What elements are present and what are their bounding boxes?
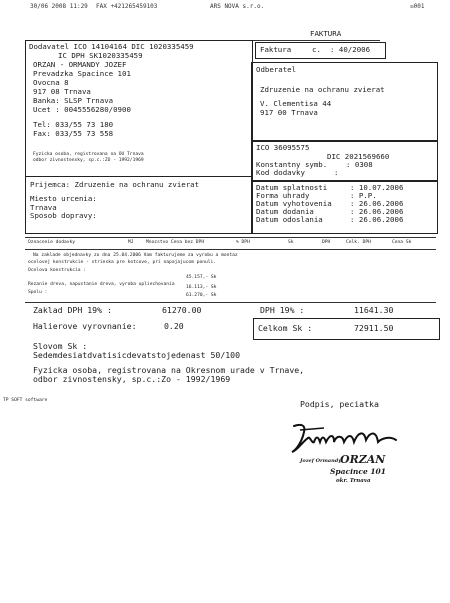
- items-top-rule: [25, 237, 436, 238]
- vat-value: 11641.30: [354, 305, 394, 315]
- delivery-code-label: Kod dodavky: [256, 168, 305, 177]
- items-col-header: DPH: [322, 240, 331, 245]
- stamp-address: Spacince 101: [330, 467, 386, 476]
- total-value: 72911.50: [354, 323, 394, 333]
- stamp-name: Jozef Ormandy: [300, 458, 342, 464]
- words-value: Sedemdesiatdvatisicdevatstojedenast 50/100: [33, 350, 241, 360]
- vat-label: DPH 19% :: [260, 305, 305, 315]
- supplier-city: 917 08 Trnava: [33, 87, 91, 96]
- date-label: Datum splatnosti: [256, 183, 328, 192]
- buyer-name: Zdruzenie na ochranu zvierat: [260, 85, 385, 94]
- items-col-header: Oznacenie dodavky: [28, 240, 76, 245]
- date-value: : 26.06.2006: [350, 207, 404, 216]
- date-label: Datum dodania: [256, 207, 314, 216]
- fax-number: FAX +421265459103: [96, 3, 158, 10]
- supplier-street1: Prevadzka Spacince 101: [33, 69, 131, 78]
- date-value: : 10.07.2006: [350, 183, 404, 192]
- buyer-dic: DIC 2021569660: [327, 152, 390, 161]
- items-header-rule: [25, 249, 436, 250]
- fax-datetime: 30/06 2008 11:29: [30, 3, 88, 10]
- const-symbol-value: : 0308: [346, 160, 373, 169]
- supplier-note2: odbor zivnostensky, sp.c.:ZO - 1992/1969: [33, 158, 144, 163]
- destination-value: Trnava: [30, 203, 57, 212]
- item-row-label: Rezanie dreva, napustanie dreva, vyroba upliechovania: [28, 282, 175, 287]
- item-row-label: Ocelova konstrukcia :: [28, 268, 87, 273]
- signature-label: Podpis, peciatka: [300, 399, 379, 409]
- stamp-company: ORZAN: [340, 453, 386, 466]
- buyer-street: V. Clementisa 44: [260, 99, 332, 108]
- items-col-header: MJ: [128, 240, 134, 245]
- supplier-account: Ucet : 0045556280/0900: [33, 105, 131, 114]
- total-label: Celkom Sk :: [258, 323, 313, 333]
- supplier-bank: Banka: SLSP Trnava: [33, 96, 114, 105]
- supplier-tel: Tel: 033/55 73 180: [33, 120, 114, 129]
- registration-line2: odbor zivnostensky, sp.c.:Zo - 1992/1969: [33, 374, 231, 384]
- item-row-value: 16.113,- Sk: [186, 285, 217, 290]
- supplier-vat-id: IC DPH SK1020335459: [58, 51, 143, 60]
- items-col-header: % DPH: [236, 240, 250, 245]
- item-row-value: 61.270,- Sk: [186, 293, 217, 298]
- invoice-number: : 40/2006: [330, 45, 371, 54]
- supplier-ids: Dodavatel ICO 14104164 DIC 1020335459: [29, 42, 194, 51]
- transport-label: Sposob dopravy:: [30, 211, 97, 220]
- document-title: FAKTURA: [310, 29, 342, 38]
- fax-page: ☒001: [410, 3, 425, 10]
- buyer-city: 917 00 Trnava: [260, 108, 318, 117]
- delivery-code-value: :: [334, 168, 339, 177]
- words-label: Slovom Sk :: [33, 341, 88, 351]
- supplier-fax: Fax: 033/55 73 558: [33, 129, 114, 138]
- date-value: : 26.06.2006: [350, 215, 404, 224]
- rounding-value: 0.20: [164, 321, 184, 331]
- date-label: Datum vyhotovenia: [256, 199, 332, 208]
- vat-base-value: 61270.00: [162, 305, 202, 315]
- registration-line1: Fyzicka osoba, registrovana na Okresnom urade v Trnave,: [33, 365, 305, 375]
- item-row-value: 45.157,- Sk: [186, 275, 217, 280]
- items-description-line2: ocelovej konstrukcie - strieska pre kotcove, pri napajajucom ponuli.: [28, 260, 217, 265]
- fax-sender: ARS NOVA s.r.o.: [210, 3, 265, 10]
- supplier-name: ORZAN - ORMANDY JOZEF: [33, 60, 127, 69]
- vat-base-label: Zaklad DPH 19% :: [33, 305, 112, 315]
- const-symbol-label: Konstantny symb.: [256, 160, 328, 169]
- invoice-label: Faktura: [260, 45, 292, 54]
- software-credit: TP SOFT software: [3, 398, 48, 403]
- buyer-ico: ICO 36095575: [256, 143, 310, 152]
- stamp-district: okr. Trnava: [336, 478, 371, 484]
- totals-top-rule: [25, 302, 436, 303]
- destination-label: Miesto urcenia:: [30, 194, 97, 203]
- recipient-label: Prijemca: Zdruzenie na ochranu zvierat: [30, 180, 200, 189]
- date-value: : P.P.: [350, 191, 377, 200]
- items-col-header: Sk: [288, 240, 294, 245]
- supplier-street2: Ovocna 8: [33, 78, 69, 87]
- buyer-label: Odberatel: [256, 65, 297, 74]
- date-label: Datum odoslania: [256, 215, 323, 224]
- supplier-note1: Fyzicka osoba, registrovana na OU Trnava: [33, 152, 144, 157]
- rounding-label: Halierove vyrovnanie:: [33, 321, 137, 331]
- date-label: Forma uhrady: [256, 191, 310, 200]
- date-value: : 26.06.2006: [350, 199, 404, 208]
- items-description-line1: Na zaklade objednavky zo dna 25.04.2006 Vam fakturujeme za vyrobu a montaz: [33, 253, 238, 258]
- items-col-header: Cena Sk: [392, 240, 412, 245]
- items-col-header: Mnozstvo Cena bez DPH: [146, 240, 205, 245]
- items-col-header: Celk. DPH: [346, 240, 371, 245]
- invoice-label-c: c.: [312, 45, 321, 54]
- item-row-label: Spolu :: [28, 290, 48, 295]
